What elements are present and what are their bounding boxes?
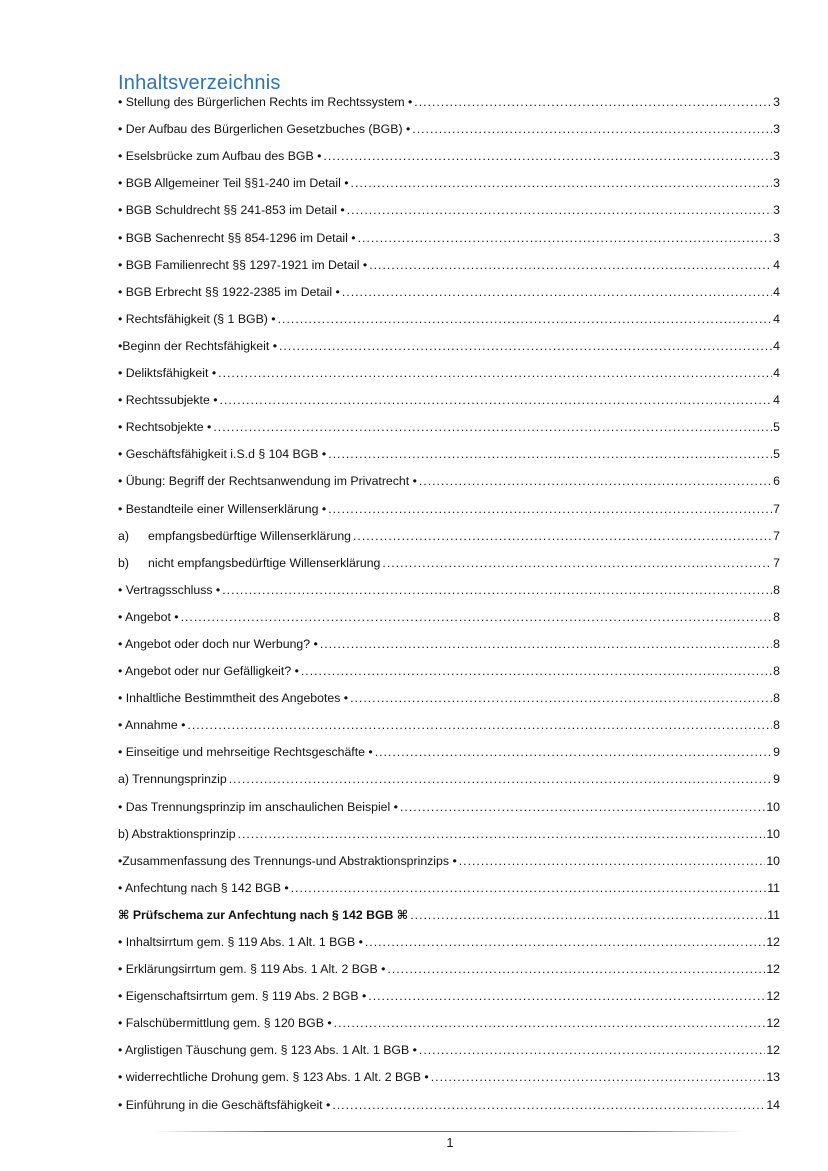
toc-entry[interactable] — [118, 548, 780, 575]
toc-entry-label — [118, 203, 345, 222]
toc-entry-page-number: 8 — [773, 582, 780, 597]
toc-entry-text: • Einseitige und mehrseitige Rechtsgeschäfte • — [118, 745, 373, 760]
toc-entry-page-number: 12 — [766, 935, 780, 949]
toc-dot-leader — [382, 556, 772, 575]
toc-entry-label — [118, 935, 363, 954]
toc-entry[interactable] — [118, 683, 780, 710]
toc-entry-page-number: 3 — [773, 176, 780, 191]
toc-dot-leader — [220, 393, 773, 412]
toc-entry-text: • Deliktsfähigkeit • — [118, 366, 217, 381]
toc-entry-label — [118, 583, 220, 602]
toc-entry-text: •Zusammenfassung des Trennungs-und Abstraktionsprinzips • — [118, 853, 457, 868]
toc-entry[interactable] — [118, 764, 780, 791]
toc-dot-leader — [291, 881, 767, 900]
toc-entry-page-number: 8 — [773, 664, 780, 679]
toc-entry-page-number: 12 — [766, 1016, 780, 1031]
toc-entry-page-number: 3 — [773, 95, 780, 110]
toc-entry-label — [118, 1043, 417, 1062]
toc-entry-text: • Übung: Begriff der Rechtsanwendung im Privatrecht • — [118, 474, 417, 489]
toc-entry-text: • Eigenschaftsirrtum gem. § 119 Abs. 2 BGB • — [118, 989, 367, 1004]
toc-entry-label — [118, 312, 276, 331]
toc-entry-page-number: 3 — [773, 122, 780, 137]
toc-entry[interactable] — [118, 466, 780, 493]
toc-dot-leader — [412, 122, 772, 141]
toc-entry[interactable] — [118, 629, 780, 656]
toc-dot-leader — [301, 664, 772, 683]
toc-entry-label — [118, 420, 211, 439]
toc-entry[interactable] — [118, 900, 780, 927]
toc-dot-leader — [459, 854, 766, 873]
footer-divider — [155, 1131, 745, 1132]
toc-entry-text: • Erklärungsirrtum gem. § 119 Abs. 1 Alt. 2 BGB • — [118, 962, 386, 977]
toc-entry-page-number: 13 — [766, 1070, 780, 1085]
toc-entry-label — [118, 502, 326, 521]
footer-page-number: 1 — [446, 1136, 454, 1150]
toc-dot-leader — [187, 718, 772, 737]
toc-entry-text: • BGB Sachenrecht §§ 854-1296 im Detail • — [118, 230, 356, 245]
toc-entry-label — [118, 474, 417, 493]
toc-entry[interactable] — [118, 250, 780, 277]
toc-entry-label — [118, 285, 340, 304]
toc-entry-text: • Der Aufbau des Bürgerlichen Gesetzbuches (BGB) • — [118, 122, 411, 137]
toc-entry-label — [118, 881, 289, 900]
toc-entry-label — [118, 800, 398, 819]
toc-entry[interactable] — [118, 737, 780, 764]
toc-dot-leader — [238, 827, 766, 846]
toc-entry-page-number: 8 — [773, 609, 780, 624]
toc-dot-leader — [347, 203, 773, 222]
toc-entry[interactable] — [118, 439, 780, 466]
toc-entry-page-number: 4 — [773, 366, 780, 381]
toc-entry-text: • Angebot oder doch nur Werbung? • — [118, 636, 318, 651]
toc-entry-page-number: 9 — [773, 772, 780, 787]
toc-entry-page-number: 12 — [766, 962, 780, 977]
toc-dot-leader — [400, 800, 765, 819]
toc-entry-page-number: 7 — [773, 528, 780, 543]
toc-entry-label — [118, 176, 349, 195]
toc-entry[interactable] — [118, 331, 780, 358]
toc-entry-label — [118, 637, 318, 656]
toc-entry[interactable] — [118, 385, 780, 412]
toc-entry-text: a) Trennungsprinzip — [118, 772, 227, 787]
toc-entry-label — [118, 339, 277, 358]
toc-entry-label — [118, 231, 356, 250]
toc-entry-page-number: 7 — [773, 501, 780, 516]
toc-entry[interactable] — [118, 710, 780, 737]
toc-dot-leader — [278, 312, 773, 331]
toc-dot-leader — [328, 502, 772, 521]
toc-entry-page-number: 3 — [773, 149, 780, 164]
toc-entry-label — [118, 664, 299, 683]
toc-entry-page-number: 8 — [773, 691, 780, 706]
toc-entry-label — [118, 366, 216, 385]
toc-entry-text: • Rechtssubjekte • — [118, 393, 218, 408]
toc-entry-label — [118, 1098, 330, 1117]
toc-entry-label — [118, 718, 185, 737]
toc-dot-leader — [328, 447, 772, 466]
toc-entry-text: • Anfechtung nach § 142 BGB • — [118, 880, 289, 895]
toc-entry[interactable] — [118, 304, 780, 331]
toc-entry-text: ⌘ Prüfschema zur Anfechtung nach § 142 BGB ⌘ — [118, 907, 409, 922]
toc-entry[interactable] — [118, 791, 780, 818]
toc-entry-page-number: 12 — [766, 1043, 780, 1058]
toc-entry[interactable] — [118, 656, 780, 683]
toc-entry-label — [118, 962, 385, 981]
toc-entry-text: • Eselsbrücke zum Aufbau des BGB • — [118, 149, 322, 164]
toc-entry-page-number: 10 — [766, 826, 780, 841]
toc-dot-leader — [222, 583, 772, 602]
toc-dot-leader — [358, 231, 773, 250]
toc-entry-page-number: 3 — [773, 203, 780, 218]
toc-entry[interactable] — [118, 493, 780, 520]
toc-dot-leader — [419, 474, 772, 493]
toc-entry-text: • Arglistigen Täuschung gem. § 123 Abs. 1 Alt. 1 BGB • — [118, 1043, 417, 1058]
toc-entry-label — [118, 258, 367, 277]
toc-entry-text: • Geschäftsfähigkeit i.S.d § 104 BGB • — [118, 447, 327, 462]
toc-entry-label — [118, 989, 366, 1008]
toc-entry-page-number: 11 — [767, 907, 780, 922]
toc-entry[interactable] — [118, 168, 780, 195]
toc-entry[interactable] — [118, 195, 780, 222]
toc-entry-text: • Das Trennungsprinzip im anschaulichen Beispiel • — [118, 799, 398, 814]
toc-entry[interactable] — [118, 575, 780, 602]
toc-entry-label — [118, 1070, 429, 1089]
toc-entry-text: b) Abstraktionsprinzip — [118, 826, 236, 841]
toc-entry[interactable] — [118, 602, 780, 629]
toc-entry[interactable] — [118, 358, 780, 385]
toc-entry-page-number: 10 — [766, 853, 780, 868]
toc-entry-page-number: 4 — [773, 311, 780, 326]
toc-entry-page-number: 4 — [773, 338, 780, 353]
toc-entry[interactable] — [118, 1008, 780, 1035]
toc-entry-page-number: 5 — [773, 420, 780, 435]
toc-entry[interactable] — [118, 521, 780, 548]
toc-entry-page-number: 6 — [773, 474, 780, 489]
toc-entry-label — [118, 529, 351, 548]
toc-entry-text: • Rechtsobjekte • — [118, 420, 212, 435]
toc-entry-page-number: 8 — [773, 718, 780, 733]
toc-entry-label — [118, 827, 236, 846]
toc-entry-text: nicht empfangsbedürftige Willenserklärung — [148, 555, 381, 570]
toc-dot-leader — [369, 258, 772, 277]
toc-entry[interactable] — [118, 412, 780, 439]
toc-entry-text: • BGB Schuldrecht §§ 241-853 im Detail • — [118, 203, 345, 218]
toc-entry-page-number: 9 — [773, 745, 780, 760]
toc-dot-leader — [332, 1098, 765, 1117]
toc-dot-leader — [320, 637, 772, 656]
toc-entry[interactable] — [118, 846, 780, 873]
toc-entry-page-number: 4 — [773, 257, 780, 272]
toc-dot-leader — [334, 1016, 766, 1035]
toc-entry-text: • Einführung in die Geschäftsfähigkeit • — [118, 1097, 331, 1112]
toc-entry-text: • Angebot oder nur Gefälligkeit? • — [118, 664, 299, 679]
toc-dot-leader — [229, 772, 772, 791]
toc-entry-text: • Inhaltsirrtum gem. § 119 Abs. 1 Alt. 1 BGB • — [118, 935, 363, 949]
toc-entry[interactable] — [118, 87, 780, 114]
toc-entry-label — [118, 393, 218, 412]
toc-entry-page-number: 7 — [773, 555, 780, 570]
toc-dot-leader — [414, 95, 772, 114]
toc-entry[interactable] — [118, 114, 780, 141]
toc-entry[interactable] — [118, 873, 780, 900]
toc-dot-leader — [431, 1070, 766, 1089]
toc-dot-leader — [323, 149, 772, 168]
toc-dot-leader — [375, 745, 772, 764]
toc-entry[interactable] — [118, 954, 780, 981]
toc-entry-page-number: 12 — [766, 989, 780, 1004]
toc-entry[interactable] — [118, 141, 780, 168]
toc-entry[interactable] — [118, 981, 780, 1008]
toc-entry-label — [118, 1016, 332, 1035]
toc-entry[interactable] — [118, 1089, 780, 1116]
toc-entry-label — [118, 691, 348, 710]
toc-entry-text: • BGB Allgemeiner Teil §§1-240 im Detail • — [118, 176, 349, 191]
toc-entry-text: • widerrechtliche Drohung gem. § 123 Abs. 1 Alt. 2 BGB • — [118, 1070, 429, 1085]
toc-dot-leader — [365, 935, 765, 954]
toc-entry-label — [118, 772, 227, 791]
toc-entry-page-number: 5 — [773, 447, 780, 462]
toc-entry-text: • Annahme • — [118, 718, 186, 733]
toc-dot-leader — [419, 1043, 765, 1062]
toc-entry-page-number: 14 — [766, 1097, 780, 1112]
toc-entry-label — [118, 745, 373, 764]
toc-entry[interactable] — [118, 1062, 780, 1089]
toc-list — [118, 87, 780, 1117]
toc-dot-leader — [351, 176, 773, 195]
toc-dot-leader — [279, 339, 772, 358]
toc-entry-text: • BGB Erbrecht §§ 1922-2385 im Detail • — [118, 284, 340, 299]
toc-entry-label — [118, 149, 321, 168]
toc-dot-leader — [350, 691, 772, 710]
toc-entry-text: • Rechtsfähigkeit (§ 1 BGB) • — [118, 311, 276, 326]
toc-dot-leader — [368, 989, 765, 1008]
toc-entry-page-number: 11 — [767, 880, 780, 895]
toc-dot-leader — [353, 529, 772, 548]
toc-entry-text: • Inhaltliche Bestimmtheit des Angebotes • — [118, 691, 349, 706]
toc-entry-text: • Falschübermittlung gem. § 120 BGB • — [118, 1016, 332, 1031]
toc-dot-leader — [181, 610, 773, 629]
toc-entry-page-number: 3 — [773, 230, 780, 245]
toc-entry-text: • Angebot • — [118, 609, 179, 624]
toc-entry-label — [118, 908, 408, 927]
toc-dot-leader — [218, 366, 772, 385]
toc-entry-page-number: 10 — [766, 799, 780, 814]
toc-dot-leader — [342, 285, 772, 304]
toc-entry-text: •Beginn der Rechtsfähigkeit • — [118, 338, 277, 353]
toc-entry-label — [118, 122, 410, 141]
toc-entry[interactable] — [118, 277, 780, 304]
toc-entry-prefix: a) — [118, 528, 129, 543]
toc-entry[interactable] — [118, 222, 780, 249]
toc-entry-page-number: 4 — [773, 393, 780, 408]
toc-entry-page-number: 4 — [773, 284, 780, 299]
toc-entry-text: empfangsbedürftige Willenserklärung — [148, 528, 352, 543]
toc-entry-text: • Stellung des Bürgerlichen Rechts im Rechtssystem • — [118, 95, 413, 110]
toc-entry-label — [118, 854, 457, 873]
toc-entry-text: • BGB Familienrecht §§ 1297-1921 im Detail • — [118, 257, 368, 272]
toc-entry-text: • Vertragsschluss • — [118, 582, 221, 597]
toc-entry-label — [118, 95, 412, 114]
toc-entry-page-number: 8 — [773, 636, 780, 651]
toc-entry-label — [118, 610, 179, 629]
toc-entry-label — [118, 556, 380, 575]
toc-entry[interactable] — [118, 819, 780, 846]
toc-entry[interactable] — [118, 1035, 780, 1062]
toc-entry-text: • Bestandteile einer Willenserklärung • — [118, 501, 327, 516]
toc-entry-label — [118, 447, 326, 466]
toc-entry[interactable] — [118, 927, 780, 954]
toc-entry-prefix: b) — [118, 555, 129, 570]
toc-dot-leader — [410, 908, 766, 927]
toc-dot-leader — [213, 420, 772, 439]
toc-dot-leader — [387, 962, 765, 981]
toc-title: Inhaltsverzeichnis — [118, 72, 281, 95]
